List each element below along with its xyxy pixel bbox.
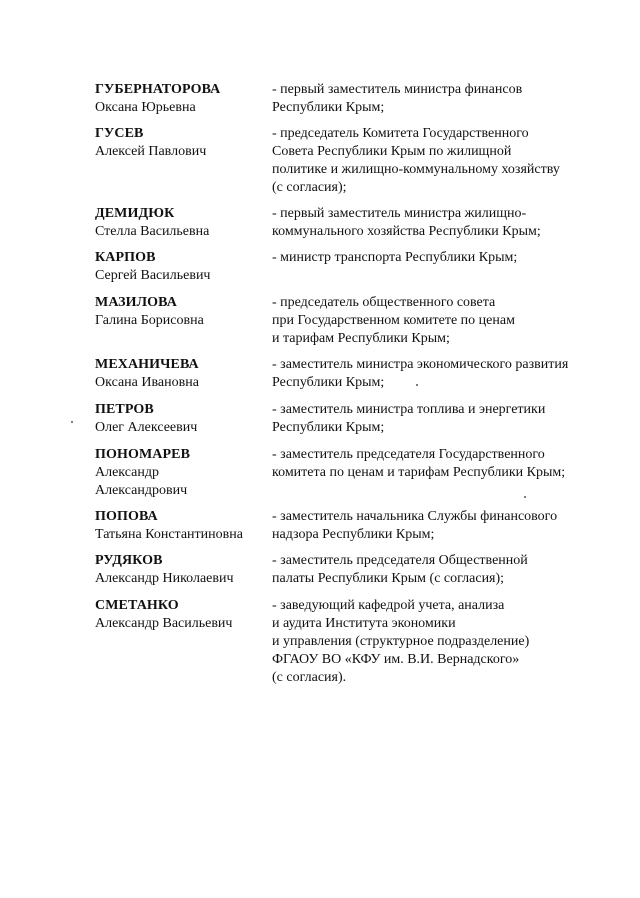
member-role: - министр транспорта Республики Крым; <box>272 250 518 265</box>
member-surname: РУДЯКОВ <box>95 553 163 568</box>
member-surname: КАРПОВ <box>95 250 156 265</box>
member-surname: МАЗИЛОВА <box>95 295 177 310</box>
member-name <box>95 81 265 117</box>
member-role: - председатель общественного совета при Государственном комитете по ценам и тарифам Республики Крым; <box>272 295 515 346</box>
member-given-name: Сергей Васильевич <box>95 268 211 283</box>
member-name <box>95 401 265 437</box>
member-surname: ГУБЕРНАТОРОВА <box>95 82 221 97</box>
member-role: - заместитель министра топлива и энергетики Республики Крым; <box>272 402 546 435</box>
member-surname: МЕХАНИЧЕВА <box>95 357 199 372</box>
scan-speck <box>71 421 73 423</box>
member-given-name: Олег Алексеевич <box>95 420 198 435</box>
scan-speck <box>416 384 418 386</box>
member-given-name: Александр Александрович <box>95 465 188 498</box>
member-surname: ПЕТРОВ <box>95 402 154 417</box>
member-surname: ГУСЕВ <box>95 126 144 141</box>
member-given-name: Александр Николаевич <box>95 571 234 586</box>
member-name <box>95 125 265 161</box>
member-given-name: Галина Борисовна <box>95 313 204 328</box>
scan-speck <box>524 496 526 498</box>
member-given-name: Алексей Павлович <box>95 144 207 159</box>
member-role: - заместитель министра экономического развития Республики Крым; <box>272 357 569 390</box>
member-name <box>95 552 265 588</box>
member-name <box>95 597 265 633</box>
member-given-name: Александр Васильевич <box>95 616 233 631</box>
member-name <box>95 356 265 392</box>
member-name <box>95 446 265 500</box>
member-role: - первый заместитель министра финансов Республики Крым; <box>272 82 523 115</box>
member-role: - заместитель председателя Государственного комитета по ценам и тарифам Республики Крым; <box>272 447 566 480</box>
member-surname: ПОНОМАРЕВ <box>95 447 191 462</box>
member-surname: ДЕМИДЮК <box>95 206 175 221</box>
member-given-name: Оксана Ивановна <box>95 375 199 390</box>
member-name <box>95 205 265 241</box>
member-role: - заместитель председателя Общественной палаты Республики Крым (с согласия); <box>272 553 528 586</box>
member-role: - заместитель начальника Службы финансового надзора Республики Крым; <box>272 509 558 542</box>
member-given-name: Стелла Васильевна <box>95 224 210 239</box>
member-role: - председатель Комитета Государственного Совета Республики Крым по жилищной политике и жилищно-коммунальному хозяйству (с согласия); <box>272 126 560 195</box>
member-role: - первый заместитель министра жилищно- коммунального хозяйства Республики Крым; <box>272 206 541 239</box>
member-surname: ПОПОВА <box>95 509 158 524</box>
member-name <box>95 508 265 544</box>
member-name <box>95 249 265 285</box>
member-surname: СМЕТАНКО <box>95 598 179 613</box>
member-name <box>95 294 265 330</box>
member-role: - заведующий кафедрой учета, анализа и аудита Института экономики и управления (структурное подразделение) ФГАОУ ВО «КФУ им. В.И. Вернадского» (с согласия). <box>272 598 530 685</box>
member-given-name: Татьяна Константиновна <box>95 527 243 542</box>
member-given-name: Оксана Юрьевна <box>95 100 196 115</box>
